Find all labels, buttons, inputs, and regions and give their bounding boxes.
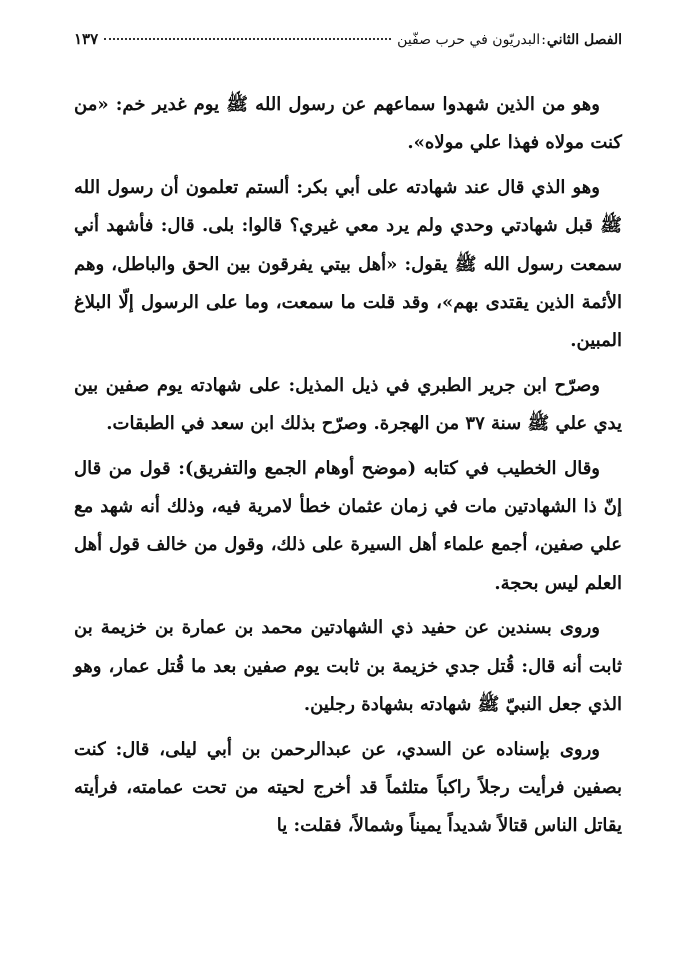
section-title: البدريّون في حرب صفّين — [397, 32, 541, 48]
book-page — [74, 30, 622, 960]
paragraph: وهو الذي قال عند شهادته على أبي بكر: ألستم تعلمون أن رسول الله ﷺ قبل شهادتي وحدي ولم يرد معي غيري؟ قالوا: بلى. قال: فأشهد أني سمعت رسول الله ﷺ يقول: «أهل بيتي يفرقون بين الحق والباطل، وهم الأئمة الذين يقتدى بهم»، وقد قلت ما سمعت، وما على الرسول إلّا البلاغ المبين. — [74, 176, 622, 352]
paragraph: وهو من الذين شهدوا سماعهم عن رسول الله ﷺ يوم غدير خم: «من كنت مولاه فهذا علي مولاه». — [74, 94, 622, 154]
head-separator: : — [541, 32, 546, 48]
leader-dots — [104, 38, 391, 40]
paragraph: وروى بإسناده عن السدي، عن عبدالرحمن بن أبي ليلى، قال: كنت بصفين فرأيت رجلاً راكباً متلثماً قد أخرج لحيته من تحت عمامته، فرأيته يقاتل الناس قتالاً شديداً يميناً وشمالاً، فقلت: يا — [74, 738, 622, 837]
running-head — [74, 30, 622, 58]
paragraph: وقال الخطيب في كتابه (موضح أوهام الجمع والتفريق): قول من قال إنّ ذا الشهادتين مات في زمان عثمان خطأ لامرية فيه، وذلك أنه شهد مع علي صفين، أجمع علماء أهل السيرة على ذلك، وقول من خالف قول أهل العلم ليس بحجة. — [74, 457, 622, 594]
page-body — [74, 86, 622, 846]
page-number: ١٣٧ — [74, 30, 99, 48]
paragraph: وصرّح ابن جرير الطبري في ذيل المذيل: على شهادته يوم صفين بين يدي علي ﷺ سنة ٣٧ من الهجرة. وصرّح بذلك ابن سعد في الطبقات. — [74, 374, 622, 435]
paragraph: وروى بسندين عن حفيد ذي الشهادتين محمد بن عمارة بن خزيمة بن ثابت أنه قال: قُتل جدي خزيمة بن ثابت يوم صفين بعد ما قُتل عمار، وهو الذي جعل النبيّ ﷺ شهادته بشهادة رجلين. — [74, 617, 622, 716]
chapter-title: الفصل الثاني — [546, 32, 622, 48]
